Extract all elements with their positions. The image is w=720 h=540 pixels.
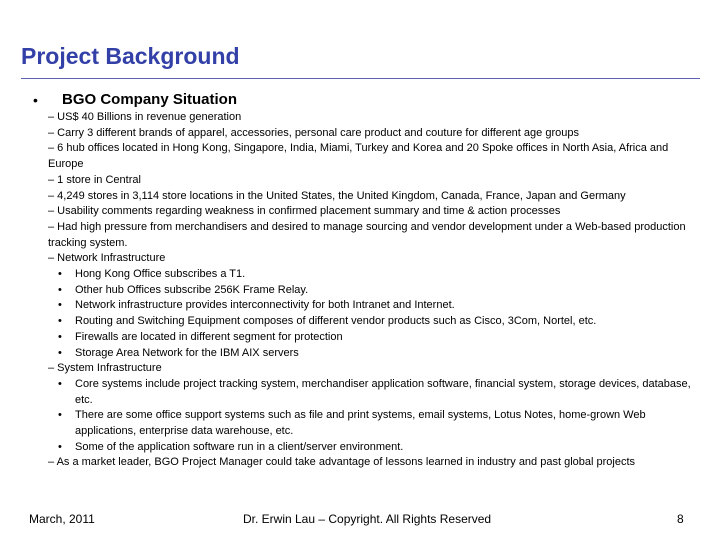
- closing-line: – As a market leader, BGO Project Manager could take advantage of lessons learned in industry and past global projects: [48, 456, 636, 469]
- network-item: • Hong Kong Office subscribes a T1.: [48, 267, 700, 283]
- bullet-icon: •: [58, 346, 62, 359]
- bullet-icon: •: [58, 330, 62, 343]
- list-item: – Usability comments regarding weakness in confirmed placement summary and time & action processes: [48, 205, 561, 218]
- page-number: 8: [677, 512, 684, 526]
- bullet-icon: •: [58, 299, 62, 312]
- network-item: • Storage Area Network for the IBM AIX servers: [48, 346, 700, 362]
- bullet-icon: •: [58, 283, 62, 296]
- slide-title: Project Background: [21, 43, 240, 69]
- section-heading: BGO Company Situation: [62, 91, 238, 108]
- network-item: • Other hub Offices subscribe 256K Frame Relay.: [48, 283, 700, 299]
- system-infrastructure-heading: – System Infrastructure: [48, 362, 162, 375]
- list-item: – Carry 3 different brands of apparel, accessories, personal care product and couture for different age groups: [48, 126, 579, 139]
- bullet-icon: •: [58, 268, 62, 281]
- list-item: – 4,249 stores in 3,114 store locations in the United States, the United Kingdom, Canada, France, Japan and Germany: [48, 189, 626, 202]
- network-item: • Firewalls are located in different segment for protection: [48, 330, 700, 346]
- footer-copyright: Dr. Erwin Lau – Copyright. All Rights Reserved: [243, 512, 492, 526]
- footer-date: March, 2011: [29, 512, 95, 526]
- bullet-icon: •: [58, 377, 62, 390]
- network-item: • Routing and Switching Equipment composes of different vendor products such as Cisco, 3Com, Nortel, etc.: [48, 314, 700, 330]
- list-item: – Had high pressure from merchandisers and desired to manage sourcing and vendor development under a Web-based production tracking system.: [48, 220, 686, 249]
- content-body: [48, 110, 700, 471]
- system-item: • There are some office support systems such as file and print systems, email systems, Lotus Notes, home-grown Web applications, enterprise data warehouse, etc.: [48, 408, 700, 439]
- bullet-icon: •: [58, 440, 62, 453]
- network-infrastructure-heading: – Network Infrastructure: [48, 252, 166, 265]
- list-item: – 6 hub offices located in Hong Kong, Singapore, India, Miami, Turkey and Korea and 20 Spoke offices in North Asia, Africa and Europe: [48, 142, 669, 171]
- system-item: • Some of the application software run in a client/server environment.: [48, 440, 700, 456]
- title-divider: [21, 78, 700, 79]
- heading-bullet-icon: •: [33, 92, 38, 108]
- bullet-icon: •: [58, 315, 62, 328]
- list-item: – US$ 40 Billions in revenue generation: [48, 111, 242, 123]
- list-item: – 1 store in Central: [48, 173, 141, 186]
- bullet-icon: •: [58, 409, 62, 422]
- network-item: • Network infrastructure provides interconnectivity for both Intranet and Internet.: [48, 298, 700, 314]
- system-item: • Core systems include project tracking system, merchandiser application software, financial system, storage devices, database, etc.: [48, 377, 700, 408]
